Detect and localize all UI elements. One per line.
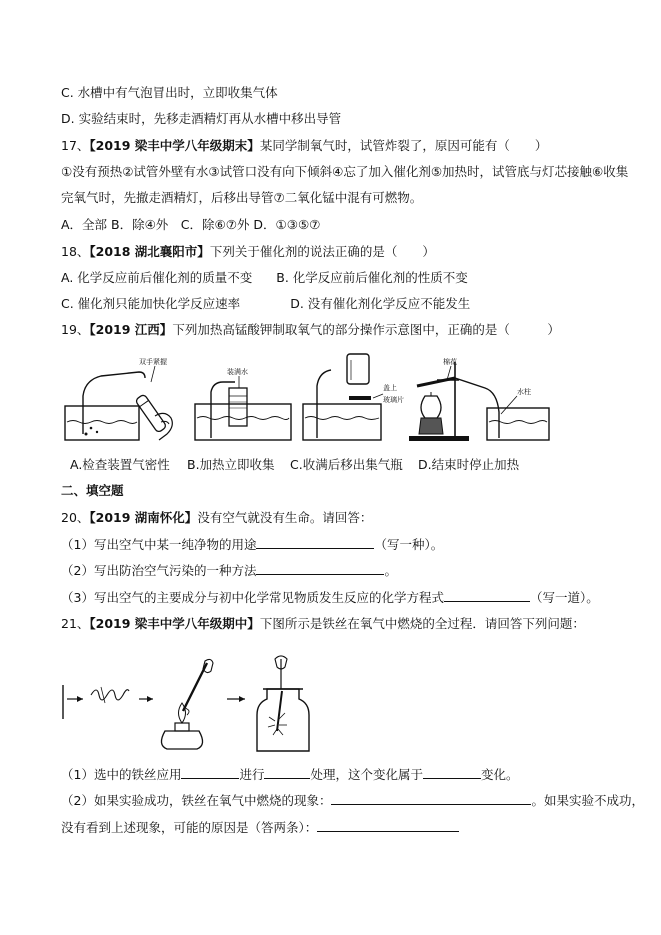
q21-stem: 下图所示是铁丝在氧气中燃烧的全过程．请回答下列问题： [259, 616, 585, 631]
q18-options-ab [61, 269, 468, 287]
q20-sub2-text: （2）写出防治空气污染的一种方法 [61, 563, 257, 578]
q21-sub2-blank-2[interactable] [317, 818, 459, 832]
q19-number: 19、 [61, 322, 90, 337]
q20-sub3 [61, 588, 599, 607]
gas-jar-icon [257, 689, 309, 751]
q17-number: 17、 [61, 138, 90, 153]
q21-sub2-blank-1[interactable] [331, 791, 531, 805]
q19-figures [61, 352, 601, 444]
q19-caption-a: A.检查装置气密性 [70, 457, 170, 472]
q19-figure-d [407, 352, 557, 444]
q20-number: 20、 [61, 510, 90, 525]
q21-figure [61, 655, 331, 755]
q19-label-d2: 水柱 [517, 388, 531, 396]
q19-caption-b: B.加热立即收集 [187, 457, 275, 472]
q21-sub1-blank-2[interactable] [264, 765, 310, 779]
q21-sub2-text-b: 。如果实验不成功， [531, 793, 644, 808]
q20-sub1-text: （1）写出空气中某一纯净物的用途 [61, 537, 257, 552]
q17-options: A．全部 B．除④外 C．除⑥⑦外 D．①③⑤⑦ [61, 217, 321, 232]
q21-sub2-text-c: 没有看到上述现象，可能的原因是（答两条）： [61, 820, 318, 835]
q19-label-c2: 玻璃片 [383, 396, 404, 404]
alcohol-lamp-icon [161, 731, 202, 749]
iron-coil-icon [91, 690, 129, 700]
q20-sub1-note: （写一种）。 [374, 537, 444, 552]
q21-sub1-blank-1[interactable] [181, 765, 239, 779]
q21-sub1-text-b: 进行 [239, 767, 265, 782]
q21-sub2-cont [61, 818, 459, 837]
q17-reasons-1: ①没有预热②试管外壁有水③试管口没有向下倾斜④忘了加入催化剂⑤加热时，试管底与灯芯接触⑥收集 [61, 164, 629, 179]
section-heading: 二、填空题 [61, 483, 124, 498]
q18-number: 18、 [61, 244, 90, 259]
q21-sub1-blank-3[interactable] [423, 765, 481, 779]
q21-stem-line [61, 615, 585, 633]
q19-source: 【2019 江西】 [89, 322, 173, 337]
q20-stem-line [61, 509, 372, 527]
q21-source: 【2019 梁丰中学八年级期中】 [89, 616, 260, 631]
q20-source: 【2019 湖南怀化】 [89, 510, 198, 525]
q19-figure-b [189, 352, 299, 444]
q19-figure-a [61, 352, 186, 444]
q19-label-d1: 棉花 [443, 358, 457, 366]
q19-stem: 下列加热高锰酸钾制取氧气的部分操作示意图中，正确的是（ ） [172, 322, 560, 337]
q19-label-a: 双手紧握 [139, 358, 167, 366]
q20-sub2 [61, 561, 397, 580]
q20-sub3-text: （3）写出空气的主要成分与初中化学常见物质发生反应的化学方程式 [61, 590, 444, 605]
q18-option-c: C. 催化剂只能加快化学反应速率 [61, 296, 241, 311]
q19-label-c1: 盖上 [383, 384, 397, 392]
q17-source: 【2019 梁丰中学八年级期末】 [89, 138, 260, 153]
q19-stem-line [61, 321, 560, 339]
q21-number: 21、 [61, 616, 90, 631]
q18-stem: 下列关于催化剂的说法正确的是（ ） [209, 244, 435, 259]
q17-reasons-2: 完氧气时，先撤走酒精灯，后移出导管⑦二氧化锰中混有可燃物。 [61, 190, 423, 205]
q20-sub2-blank[interactable] [256, 561, 384, 575]
q18-option-a: A. 化学反应前后催化剂的质量不变 [61, 270, 253, 285]
q18-source: 【2018 湖北襄阳市】 [89, 244, 210, 259]
q20-sub2-end: 。 [384, 563, 397, 578]
q20-sub3-blank[interactable] [444, 588, 530, 602]
q21-sub2-text-a: （2）如果实验成功，铁丝在氧气中燃烧的现象： [61, 793, 332, 808]
q20-sub3-note: （写一道）。 [529, 590, 599, 605]
q20-stem: 没有空气就没有生命。请回答： [197, 510, 373, 525]
q18-options-cd [61, 295, 470, 313]
q16-option-d: D. 实验结束时，先移走酒精灯再从水槽中移出导管 [61, 111, 342, 126]
q19-label-b: 装满水 [227, 368, 248, 376]
q19-caption-c: C.收满后移出集气瓶 [290, 457, 403, 472]
q19-caption-d: D.结束时停止加热 [418, 457, 520, 472]
q20-sub1 [61, 535, 443, 554]
q18-option-d: D. 没有催化剂化学反应不能发生 [290, 296, 471, 311]
q21-sub2 [61, 791, 644, 810]
q21-sub1-text-d: 变化。 [481, 767, 519, 782]
q16-option-c: C. 水槽中有气泡冒出时，立即收集气体 [61, 85, 278, 100]
q21-sub1 [61, 765, 519, 784]
q18-option-b: B. 化学反应前后催化剂的性质不变 [276, 270, 468, 285]
q21-sub1-text-a: （1）选中的铁丝应用 [61, 767, 182, 782]
q21-sub1-text-c: 处理，这个变化属于 [310, 767, 423, 782]
q20-sub1-blank[interactable] [256, 535, 374, 549]
q17-stem-line [61, 137, 547, 155]
q17-stem: 某同学制氧气时，试管炸裂了，原因可能有（ ） [259, 138, 548, 153]
q18-stem-line [61, 243, 435, 261]
